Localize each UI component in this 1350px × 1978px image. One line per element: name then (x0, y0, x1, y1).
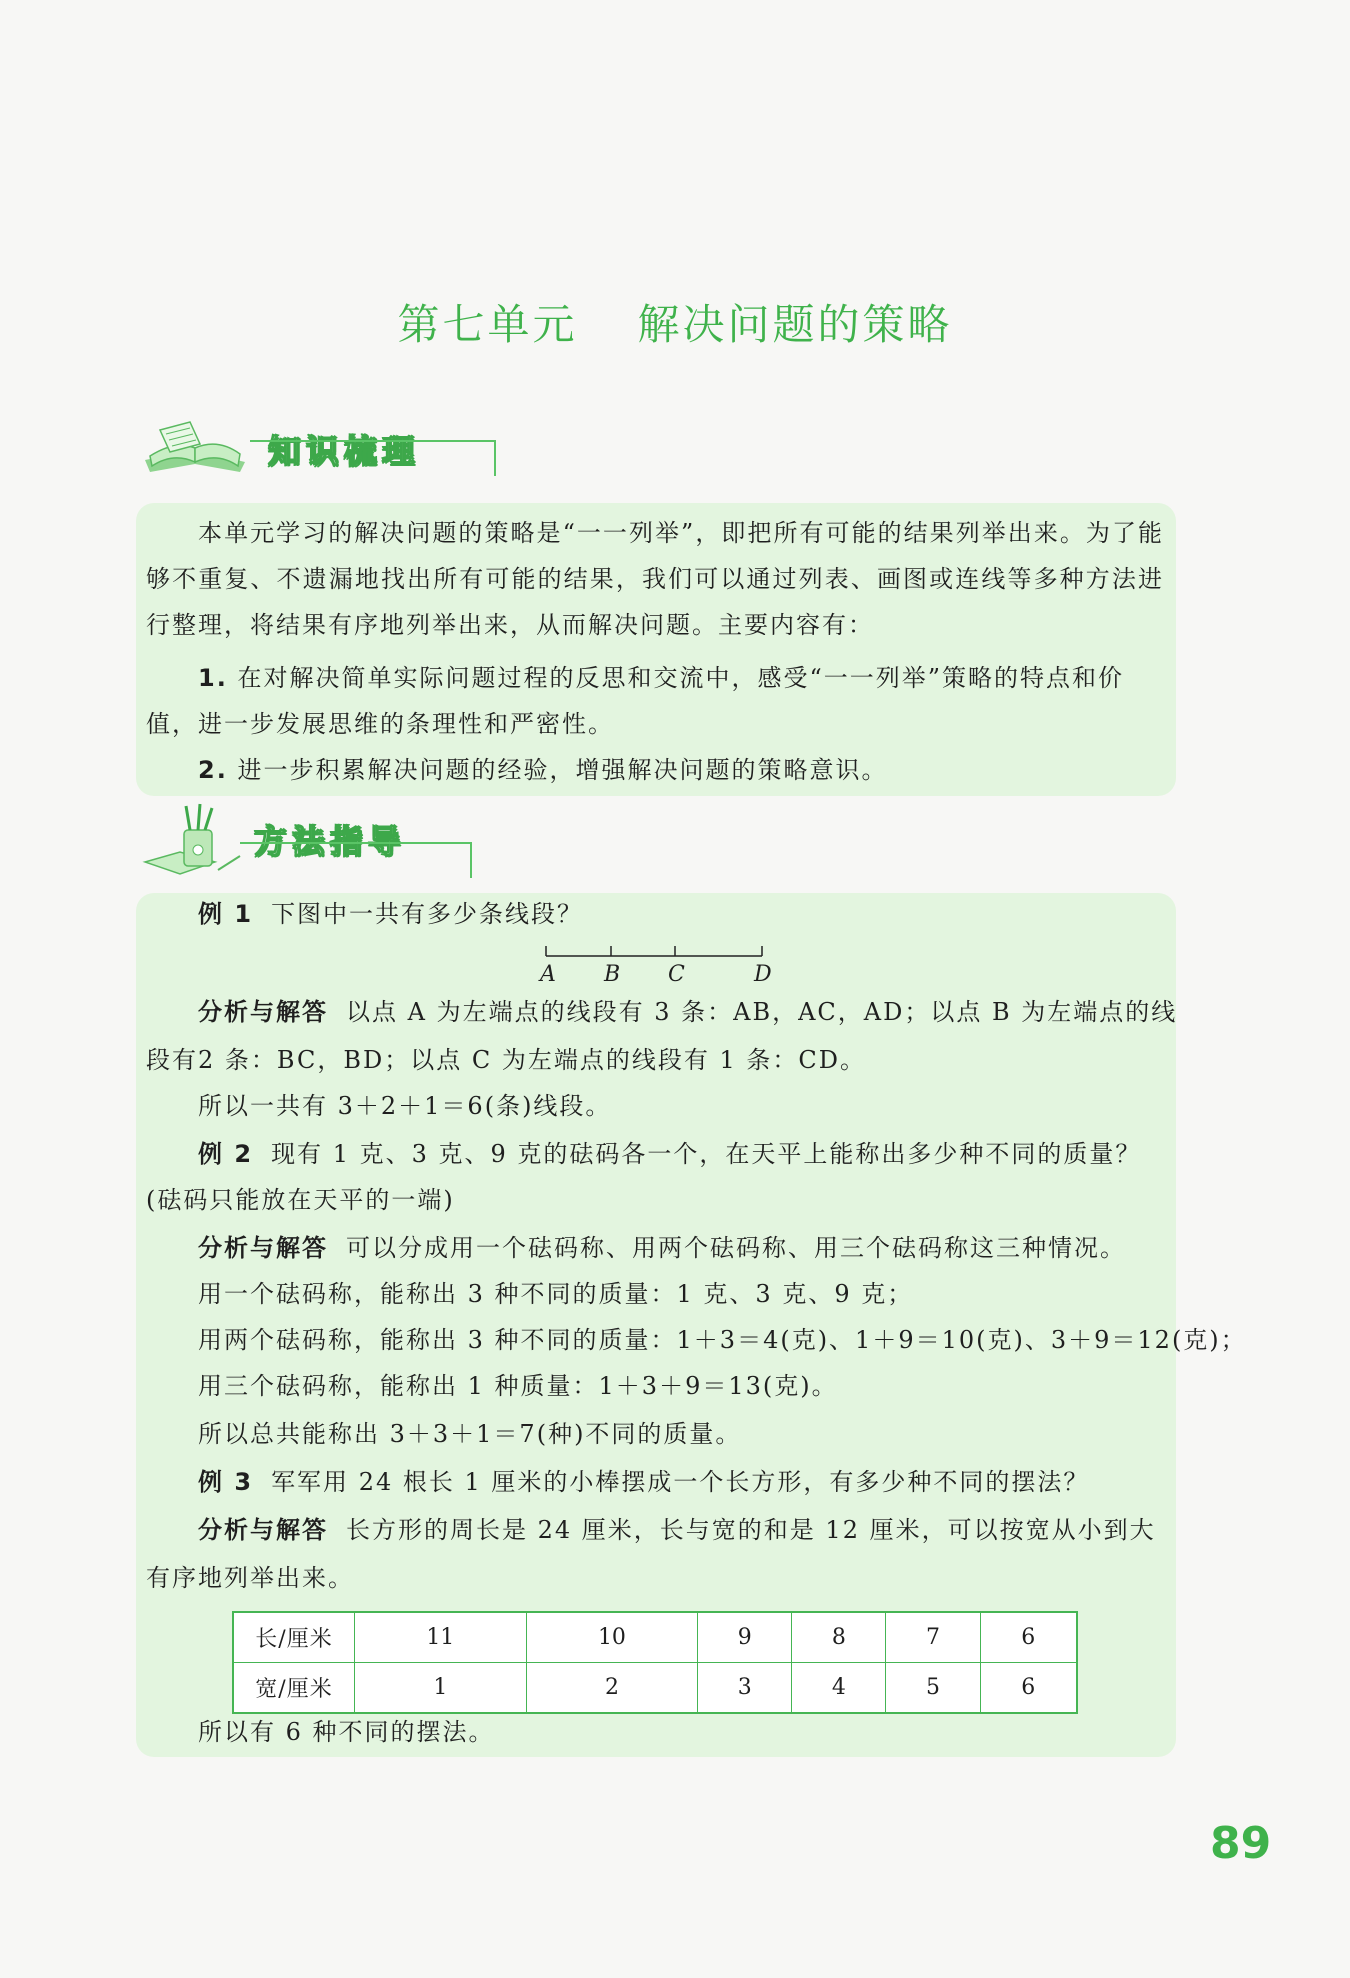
table-row (233, 1663, 1077, 1714)
knowledge-point-2: 2. 进一步积累解决问题的经验，增强解决问题的策略意识。 (198, 756, 888, 784)
knowledge-summary-header (140, 410, 500, 500)
point-label-b: B (604, 962, 621, 987)
point-label-a: A (540, 962, 556, 987)
table-cell: 6 (980, 1663, 1077, 1714)
table-cell: 9 (698, 1612, 792, 1663)
table-row (233, 1612, 1077, 1663)
table-cell: 8 (792, 1612, 886, 1663)
example-1-conclusion: 所以一共有 3＋2＋1＝6(条)线段。 (198, 1092, 612, 1120)
header-rule (250, 440, 496, 476)
example-1-answer: 分析与解答 以点 A 为左端点的线段有 3 条：AB，AC，AD；以点 B 为左端点的线 (198, 998, 1178, 1026)
example-2-case-2: 用两个砝码称，能称出 3 种不同的质量：1＋3＝4(克)、1＋9＝10(克)、3＋9＝12(克)； (198, 1326, 1247, 1354)
unit-title (0, 292, 1350, 352)
row-header-length: 长/厘米 (233, 1612, 355, 1663)
table-cell: 7 (886, 1612, 980, 1663)
example-3-answer: 分析与解答 长方形的周长是 24 厘米，长与宽的和是 12 厘米，可以按宽从小到大 (198, 1516, 1156, 1544)
section-title: 方法指导 (254, 822, 407, 860)
table-cell: 2 (526, 1663, 698, 1714)
knowledge-point-1: 1. 在对解决简单实际问题过程的反思和交流中，感受“一一列举”策略的特点和价 (198, 664, 1125, 692)
header-rule (240, 842, 472, 878)
example-1-question: 例 1 下图中一共有多少条线段？ (198, 900, 584, 928)
point-label-c: C (668, 962, 685, 987)
example-2-answer: 分析与解答 可以分成用一个砝码称、用两个砝码称、用三个砝码称这三种情况。 (198, 1234, 1126, 1262)
page-number: 89 (1210, 1818, 1272, 1869)
table-cell: 3 (698, 1663, 792, 1714)
example-2-question: 例 2 现有 1 克、3 克、9 克的砝码各一个，在天平上能称出多少种不同的质量？ (198, 1140, 1142, 1168)
example-2-case-1: 用一个砝码称，能称出 3 种不同的质量：1 克、3 克、9 克； (198, 1280, 914, 1308)
example-3-conclusion: 所以有 6 种不同的摆法。 (198, 1718, 495, 1746)
example-2-case-3: 用三个砝码称，能称出 1 种质量：1＋3＋9＝13(克)。 (198, 1372, 838, 1400)
line-segment-figure (540, 938, 780, 988)
row-header-width: 宽/厘米 (233, 1663, 355, 1714)
example-2-question-cont: (砝码只能放在天平的一端) (146, 1186, 455, 1214)
knowledge-point-1-cont: 值，进一步发展思维的条理性和严密性。 (146, 710, 614, 738)
table-cell: 11 (355, 1612, 527, 1663)
example-1-answer-cont: 段有2 条：BC，BD；以点 C 为左端点的线段有 1 条：CD。 (146, 1046, 866, 1074)
rectangle-dimensions-table (232, 1611, 1078, 1714)
table-cell: 5 (886, 1663, 980, 1714)
pencil-cup-icon (140, 800, 250, 890)
example-2-conclusion: 所以总共能称出 3＋3＋1＝7(种)不同的质量。 (198, 1420, 742, 1448)
unit-number: 第七单元 (397, 300, 578, 349)
line-segment-diagram (540, 938, 780, 968)
section-title: 知识梳理 (268, 432, 421, 470)
table-cell: 10 (526, 1612, 698, 1663)
point-label-d: D (754, 962, 772, 987)
example-3-answer-cont: 有序地列举出来。 (146, 1564, 354, 1592)
example-3-question: 例 3 军军用 24 根长 1 厘米的小棒摆成一个长方形，有多少种不同的摆法？ (198, 1468, 1090, 1496)
table-cell: 6 (980, 1612, 1077, 1663)
open-book-icon (140, 410, 250, 490)
method-guide-header (140, 800, 500, 890)
table-cell: 4 (792, 1663, 886, 1714)
knowledge-intro: 本单元学习的解决问题的策略是“一一列举”，即把所有可能的结果列举出来。为了能够不重复、不遗漏地找出所有可能的结果，我们可以通过列表、画图或连线等多种方法进行整理，将结果有序地列举出来，从而解决问题。主要内容有： (146, 519, 1164, 639)
unit-name: 解决问题的策略 (637, 300, 953, 349)
table-cell: 1 (355, 1663, 527, 1714)
